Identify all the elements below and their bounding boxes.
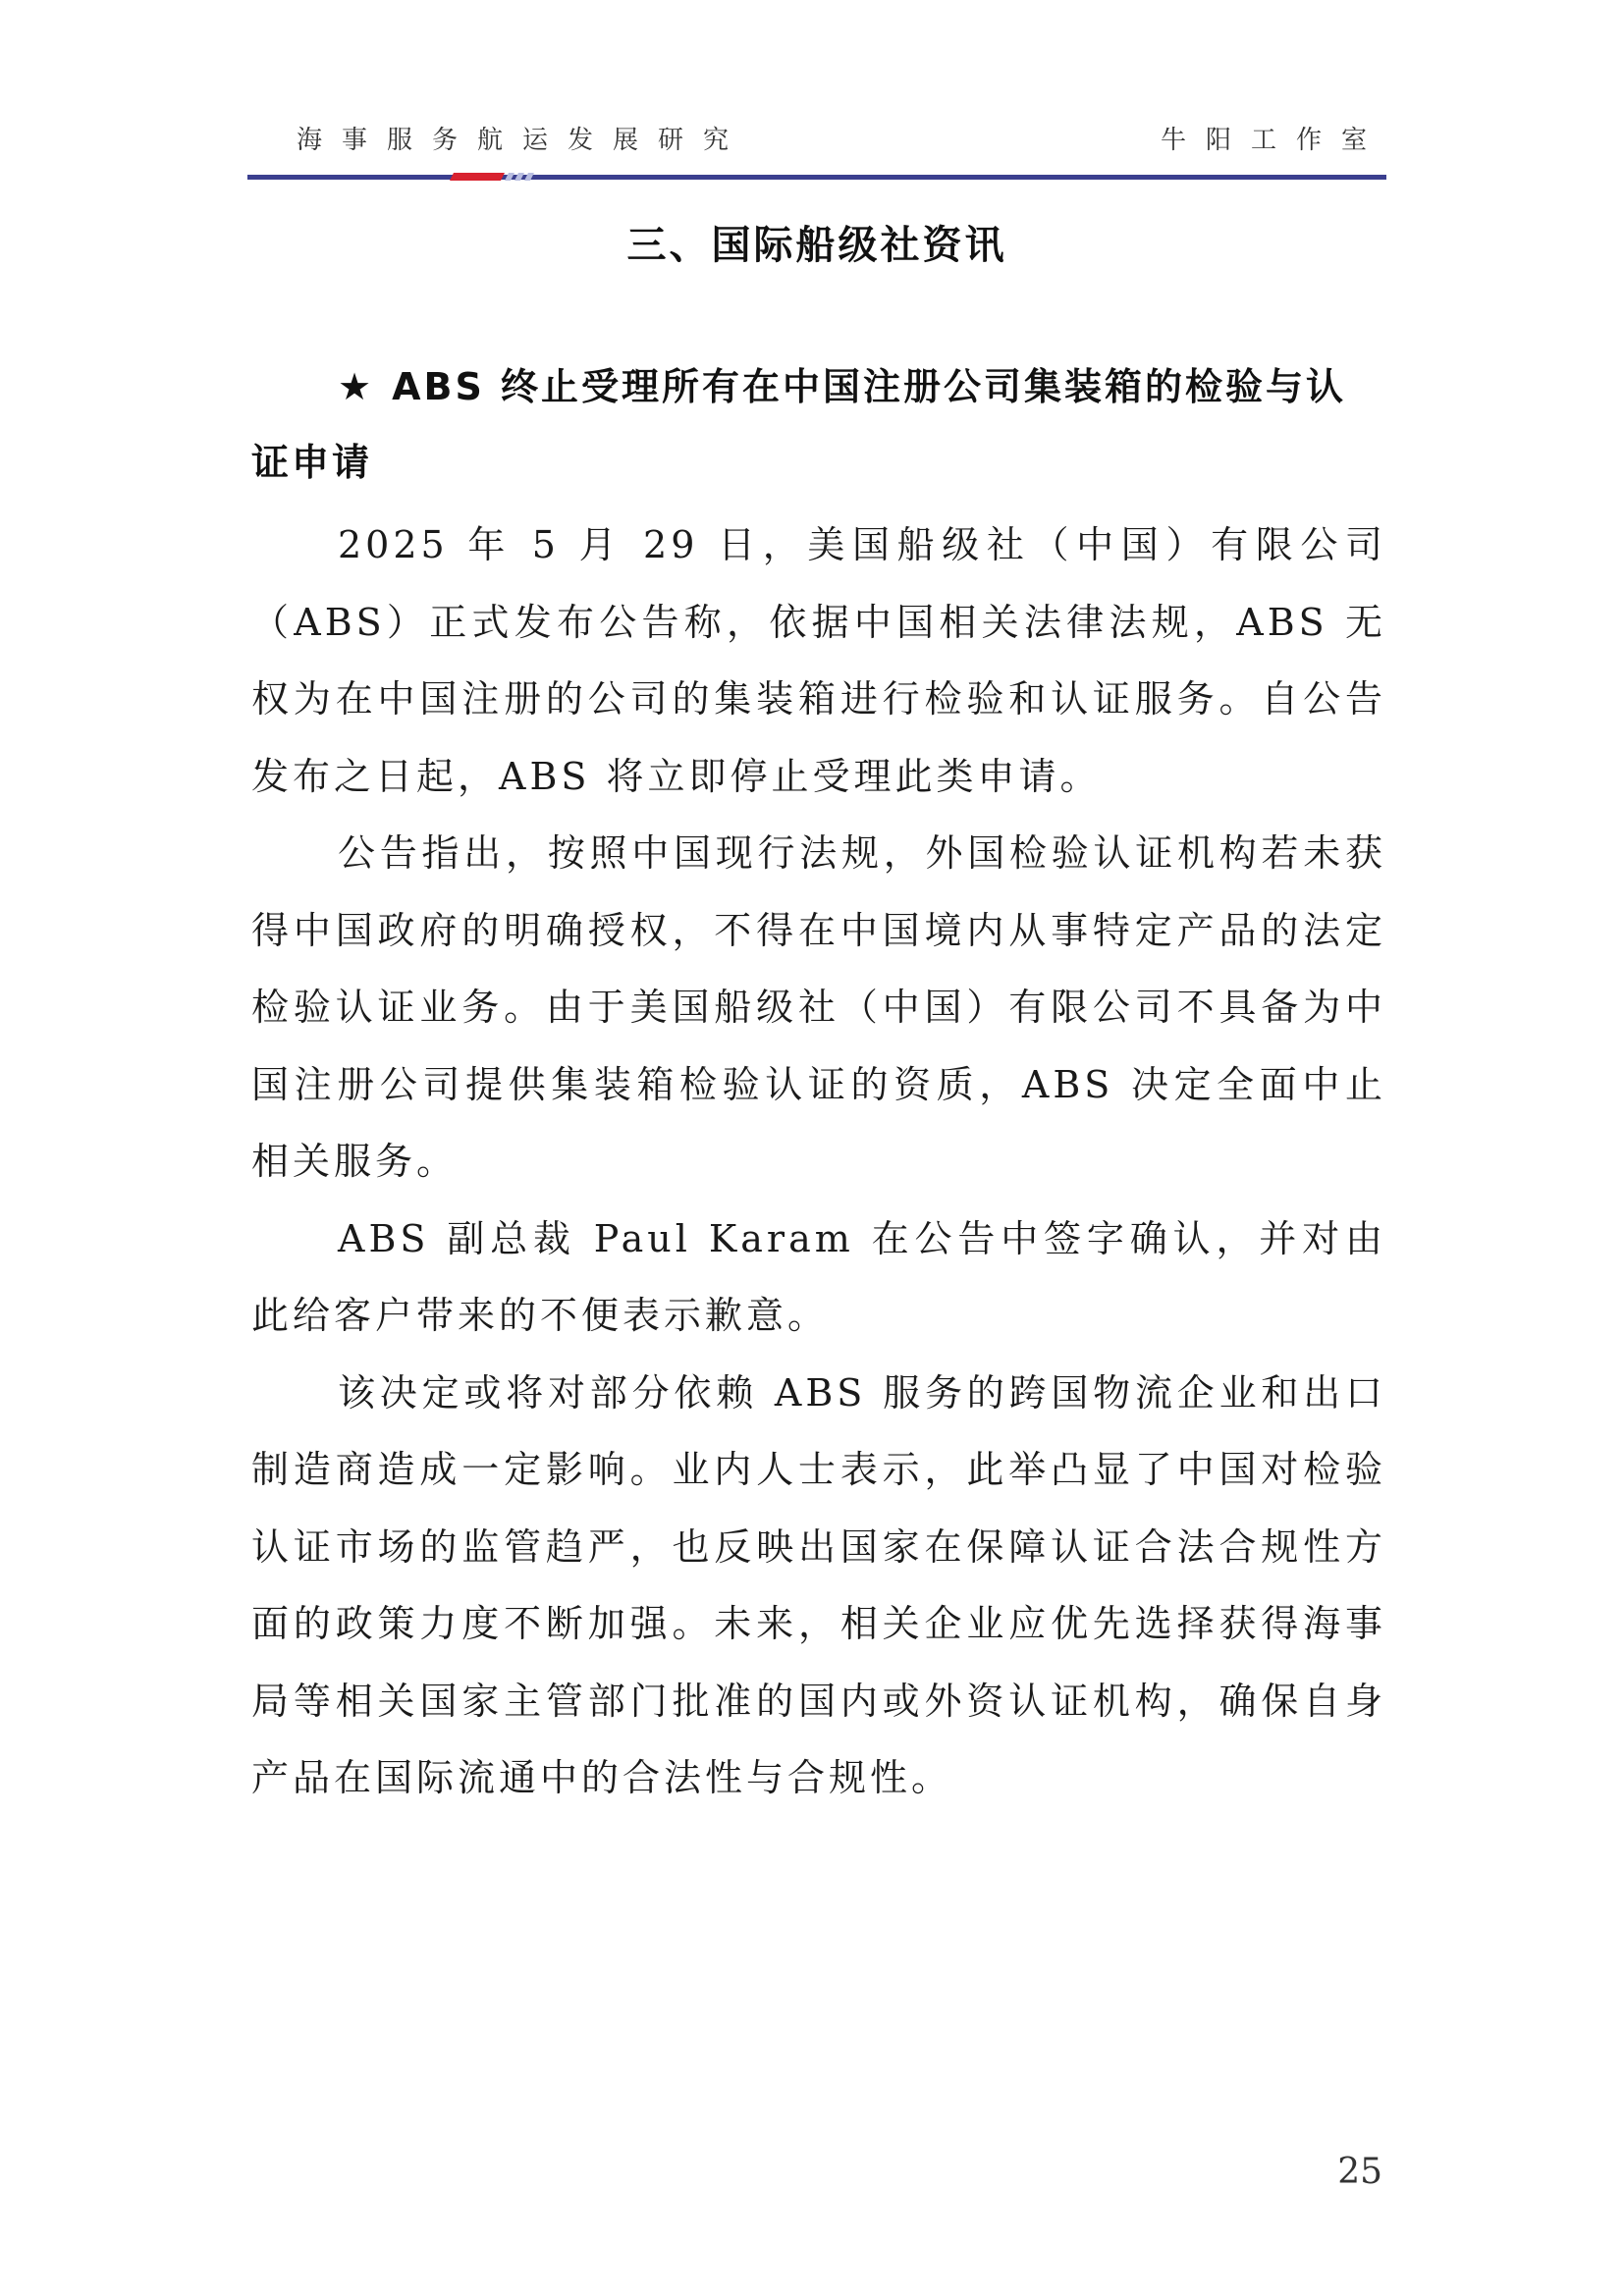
- header-publication-title: 海事服务航运发展研究: [297, 126, 749, 155]
- article-paragraph: ABS 副总裁 Paul Karam 在公告中签字确认，并对由此给客户带来的不便表示歉意。: [251, 1216, 1386, 1337]
- header-rule: [247, 173, 1386, 181]
- header-studio-name: 牛阳工作室: [1160, 126, 1386, 155]
- article-paragraph: 2025 年 5 月 29 日，美国船级社（中国）有限公司（ABS）正式发布公告称，依据中国相关法律法规，ABS 无权为在中国注册的公司的集装箱进行检验和认证服务。自公告发布之日起，ABS 将立即停止受理此类申请。: [251, 523, 1386, 798]
- running-header: [247, 110, 1386, 179]
- article-paragraph: 该决定或将对部分依赖 ABS 服务的跨国物流企业和出口制造商造成一定影响。业内人士表示，此举凸显了中国对检验认证市场的监管趋严，也反映出国家在保障认证合法合规性方面的政策力度不断加强。未来，相关企业应优先选择获得海事局等相关国家主管部门批准的国内或外资认证机构，确保自身产品在国际流通中的合法性与合规性。: [251, 1370, 1386, 1799]
- article-title-text: ABS 终止受理所有在中国注册公司集装箱的检验与认证申请: [251, 365, 1347, 484]
- article-paragraph: 公告指出，按照中国现行法规，外国检验认证机构若未获得中国政府的明确授权，不得在中国境内从事特定产品的法定检验认证业务。由于美国船级社（中国）有限公司不具备为中国注册公司提供集装箱检验认证的资质，ABS 决定全面中止相关服务。: [251, 831, 1386, 1183]
- section-title: 三、国际船级社资讯: [626, 223, 1007, 268]
- article-title: [251, 349, 1386, 501]
- article: [251, 349, 1386, 1817]
- header-rule-main: [247, 175, 1386, 180]
- page-number: 25: [1337, 2152, 1382, 2192]
- header-rule-accent-red: [450, 173, 505, 181]
- star-icon: ★: [338, 365, 375, 408]
